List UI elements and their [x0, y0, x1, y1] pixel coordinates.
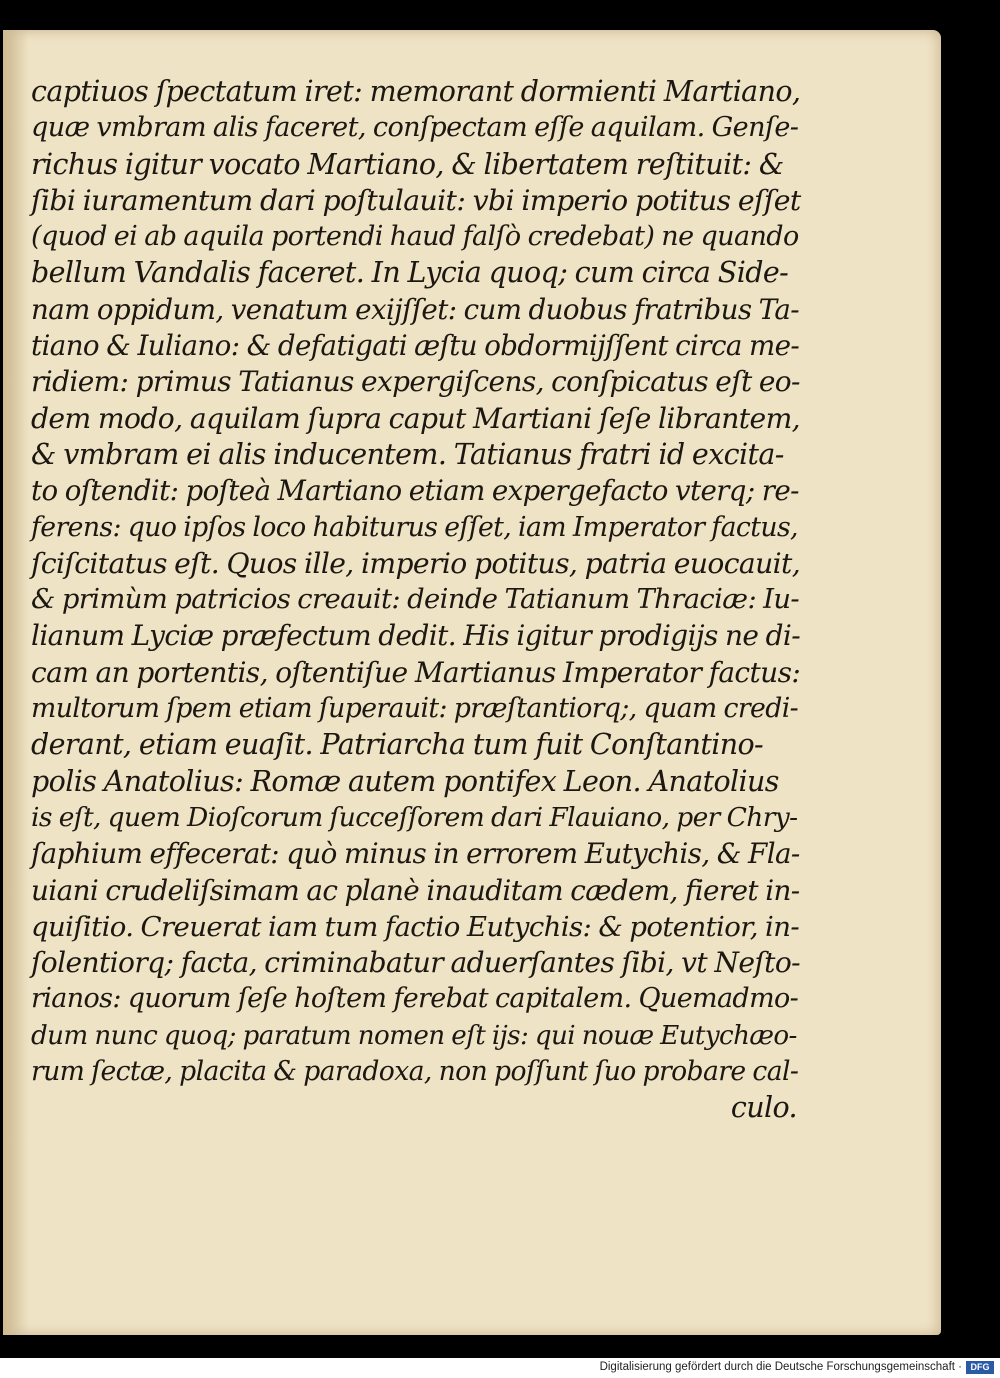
funding-credit: Digitalisierung gefördert durch die Deutsche Forschungsgemeinschaft ·	[599, 1361, 962, 1373]
text-line: & vmbram ei alis inducentem. Tatianus fratri id excita-	[31, 437, 784, 471]
text-line: ſolentiorq; facta, criminabatur aduerſantes ſibi, vt Neſto-	[31, 946, 801, 980]
text-line: ſaphium effecerat: quò minus in errorem Eutychis, & Fla-	[31, 837, 800, 871]
text-line: dem modo, aquilam ſupra caput Martiani ſeſe librantem,	[31, 401, 801, 435]
digitization-footer	[0, 1358, 1000, 1378]
text-line: tiano & Iuliano: & defatigati æſtu obdormijſſent circa me-	[31, 329, 800, 363]
text-line: to oſtendit: poſteà Martiano etiam expergefacto vterq; re-	[31, 474, 799, 508]
text-line: (quod ei ab aquila portendi haud falſò credebat) ne quando	[31, 221, 799, 253]
text-line: nam oppidum, venatum exijſſet: cum duobus fratribus Ta-	[31, 292, 799, 326]
text-line: ferens: quo ipſos loco habiturus eſſet, iam Imperator factus,	[31, 511, 798, 543]
text-line: & primùm patricios creauit: deinde Tatianum Thraciæ: Iu-	[31, 584, 800, 616]
dfg-logo-icon: DFG	[966, 1361, 994, 1374]
text-line: captiuos ſpectatum iret: memorant dormienti Martiano,	[31, 75, 801, 108]
text-line: multorum ſpem etiam ſuperauit: præſtantiorq;, quam credi-	[31, 693, 799, 725]
text-line: bellum Vandalis faceret. In Lycia quoq; cum circa Side-	[31, 256, 789, 290]
text-line: dum nunc quoq; paratum nomen eſt ijs: qui nouæ Eutychæo-	[31, 1020, 797, 1051]
text-line: is eſt, quem Dioſcorum ſucceſſorem dari Flauiano, per Chry-	[31, 801, 798, 833]
text-line: ſciſcitatus eſt. Quos ille, imperio potitus, patria euocauit,	[31, 546, 801, 580]
text-line: rianos: quorum ſeſe hoſtem ferebat capitalem. Quemadmo-	[31, 983, 799, 1015]
text-line: lianum Lyciæ præfectum dedit. His igitur prodigijs ne di-	[31, 619, 801, 653]
text-line: polis Anatolius: Romæ autem pontifex Leon. Anatolius	[31, 764, 779, 798]
text-line: quæ vmbram alis faceret, conſpectam eſſe aquilam. Genſe-	[31, 112, 799, 144]
text-line: rum ſectæ, placita & paradoxa, non poſſunt ſuo probare cal-	[31, 1056, 799, 1088]
text-line-catchword: culo.	[730, 1091, 797, 1125]
text-line: richus igitur vocato Martiano, & libertatem reſtituit: &	[31, 147, 784, 181]
text-line: derant, etiam euaſit. Patriarcha tum fuit Conſtantino-	[31, 728, 764, 762]
book-page	[3, 30, 941, 1335]
text-line: quiſitio. Creuerat iam tum factio Eutychis: & potentior, in-	[31, 910, 800, 943]
page-gutter	[3, 30, 29, 1335]
text-line: cam an portentis, oſtentiſue Martianus Imperator factus:	[31, 655, 801, 689]
text-line: ſibi iuramentum dari poſtulauit: vbi imperio potitus eſſet	[31, 183, 801, 217]
text-line: uiani crudeliſsimam ac planè inauditam cædem, fieret in-	[31, 873, 800, 907]
text-block	[31, 74, 801, 1127]
text-line: ridiem: primus Tatianus expergiſcens, conſpicatus eſt eo-	[31, 365, 800, 399]
